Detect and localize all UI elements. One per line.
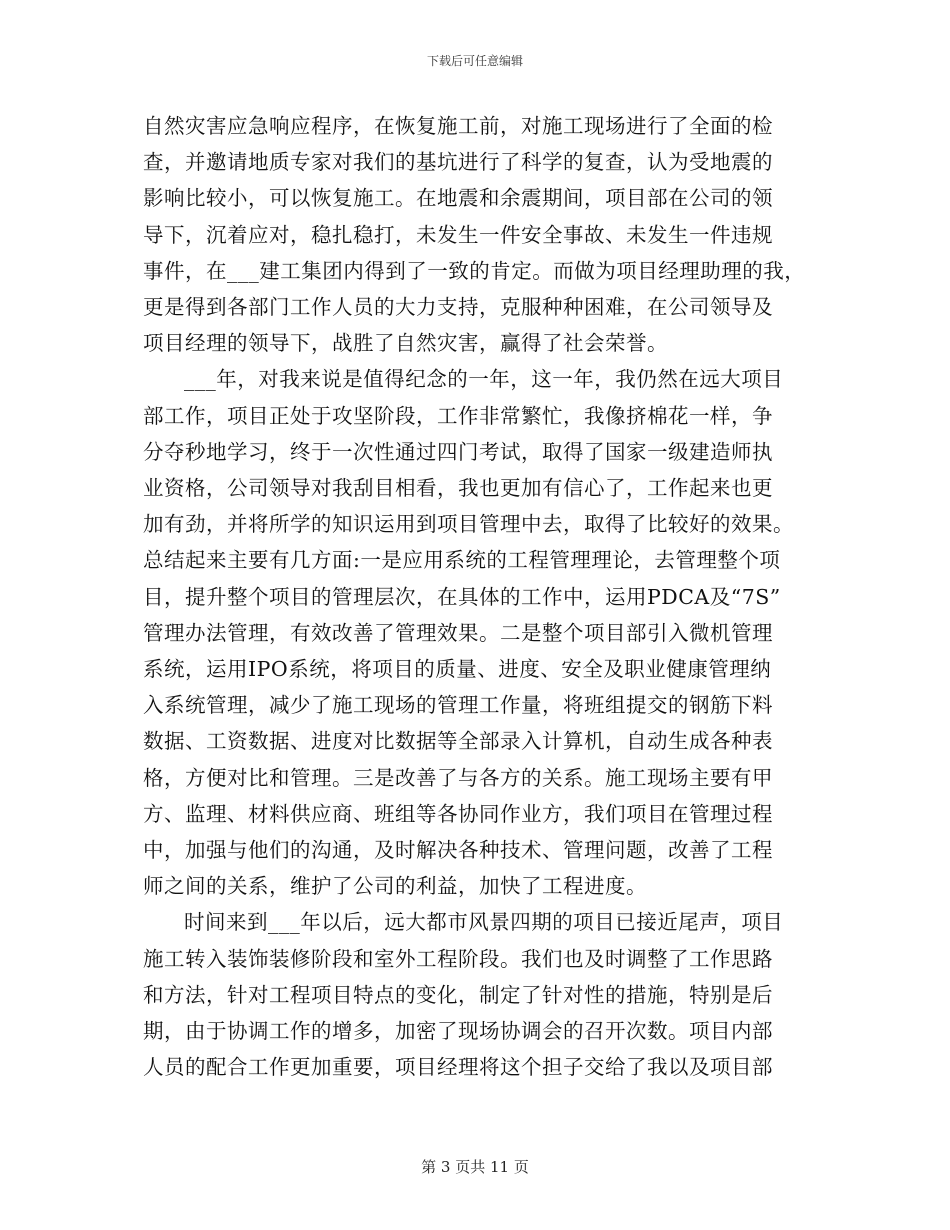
paragraph-line: ___年，对我来说是值得纪念的一年，这一年，我仍然在远大项目 [184,367,784,392]
paragraph-line: 目，提升整个项目的管理层次，在具体的工作中，运用PDCA及“7S” [143,584,781,609]
paragraph-line: 系统，运用IPO系统，将项目的质量、进度、安全及职业健康管理纳 [143,657,772,682]
paragraph-line: 方、监理、材料供应商、班组等各协同作业方，我们项目在管理过程 [143,801,773,826]
paragraph-line: 和方法，针对工程项目特点的变化，制定了针对性的措施，特别是后 [143,982,773,1007]
paragraph-line: 人员的配合工作更加重要，项目经理将这个担子交给了我以及项目部 [143,1055,773,1080]
paragraph-line: 影响比较小，可以恢复施工。在地震和余震期间，项目部在公司的领 [143,186,773,211]
paragraph-line: 中，加强与他们的沟通，及时解决各种技术、管理问题，改善了工程 [143,838,773,863]
paragraph-line: 事件，在___建工集团内得到了一致的肯定。而做为项目经理助理的我， [143,258,806,283]
paragraph-line: 入系统管理，减少了施工现场的管理工作量，将班组提交的钢筋下料 [143,693,773,718]
paragraph-line: 管理办法管理，有效改善了管理效果。二是整个项目部引入微机管理 [143,620,773,645]
document-body [143,108,815,1085]
paragraph-line: 查，并邀请地质专家对我们的基坑进行了科学的复查，认为受地震的 [143,150,773,175]
page-header: 下载后可任意编辑 [426,54,523,68]
paragraph-line: 格，方便对比和管理。三是改善了与各方的关系。施工现场主要有甲 [143,765,773,790]
paragraph-line: 期，由于协调工作的增多，加密了现场协调会的召开次数。项目内部 [143,1019,773,1044]
paragraph-line: 项目经理的领导下，战胜了自然灾害，赢得了社会荣誉。 [143,331,668,356]
paragraph-line: 分夺秒地学习，终于一次性通过四门考试，取得了国家一级建造师执 [143,439,773,464]
page-footer: 第 3 页共 11 页 [421,1158,529,1176]
paragraph-line: 业资格，公司领导对我刮目相看，我也更加有信心了，工作起来也更 [143,476,773,501]
paragraph-line: 施工转入装饰装修阶段和室外工程阶段。我们也及时调整了工作思路 [143,946,773,971]
paragraph-line: 自然灾害应急响应程序，在恢复施工前，对施工现场进行了全面的检 [143,114,773,138]
paragraph-line: 时间来到___年以后，远大都市风景四期的项目已接近尾声，项目 [184,910,784,935]
paragraph-line: 师之间的关系，维护了公司的利益，加快了工程进度。 [143,874,647,899]
paragraph-3 [143,904,815,1085]
paragraph-2 [143,361,815,904]
paragraph-line: 更是得到各部门工作人员的大力支持，克服种种困难，在公司领导及 [143,295,773,320]
paragraph-line: 加有劲，并将所学的知识运用到项目管理中去，取得了比较好的效果。 [143,512,794,537]
paragraph-line: 数据、工资数据、进度对比数据等全部录入计算机，自动生成各种表 [143,729,773,754]
paragraph-line: 部工作，项目正处于攻坚阶段，工作非常繁忙，我像挤棉花一样，争 [143,403,773,428]
paragraph-1 [143,108,815,361]
paragraph-line: 总结起来主要有几方面:一是应用系统的工程管理理论，去管理整个项 [143,548,781,573]
paragraph-line: 导下，沉着应对，稳扎稳打，未发生一件安全事故、未发生一件违规 [143,222,773,247]
